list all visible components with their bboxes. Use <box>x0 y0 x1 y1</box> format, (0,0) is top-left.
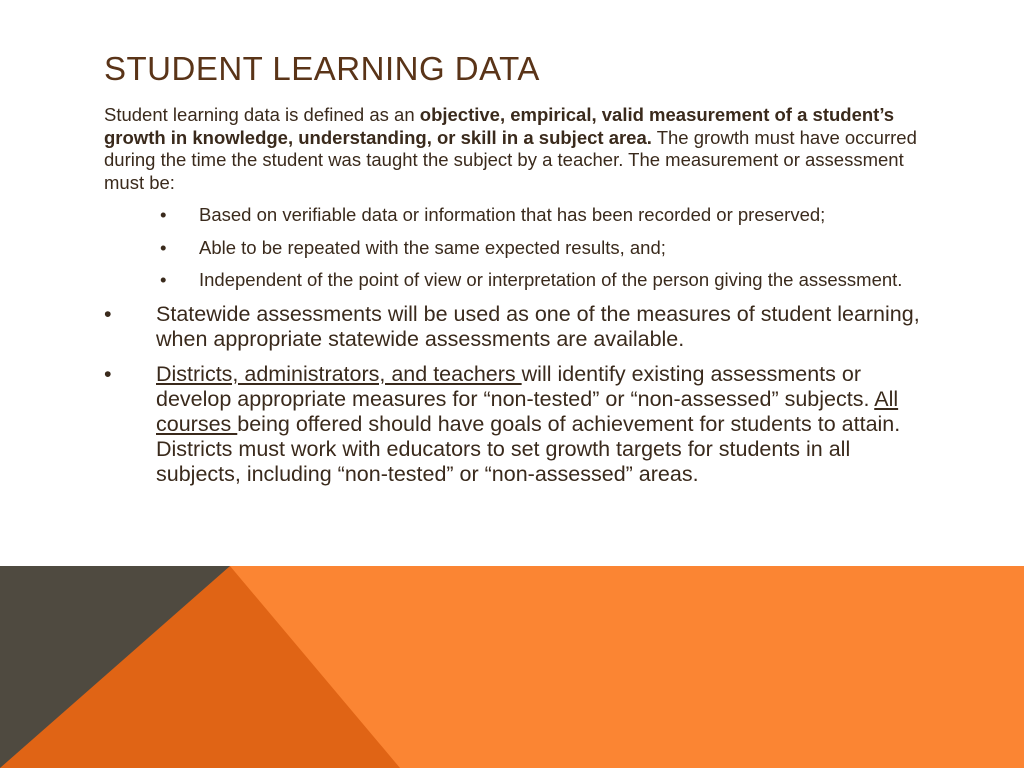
sub-bullet-text: Able to be repeated with the same expected results, and; <box>199 236 666 258</box>
bullet-icon: • <box>104 361 112 386</box>
sub-bullet-item <box>104 269 934 292</box>
intro-bold-definition: objective, empirical, valid measurement of a student’s growth in knowledge, understanding, or skill in a subject area. <box>104 104 895 148</box>
intro-text-2: The growth must have occurred during the time the student was taught the subject by a teacher. The measurement or assessment must be: <box>104 126 917 193</box>
sub-bullet-item <box>104 204 934 227</box>
bullet-icon: • <box>160 236 167 258</box>
sub-bullet-item <box>104 237 934 260</box>
main-bullet-text: Statewide assessments will be used as one of the measures of student learning, when appropriate statewide assessments are available. <box>156 301 920 351</box>
sub-bullet-list <box>104 204 934 292</box>
main-bullet-list <box>104 302 934 487</box>
slide-title: STUDENT LEARNING DATA <box>104 50 540 87</box>
sub-bullet-text: Based on verifiable data or information that has been recorded or preserved; <box>199 204 826 225</box>
main-bullet-text: being offered should have goals of achievement for students to attain. Districts must work with educators to set growth targets for students in all subjects, including “non-tested” or “non-assessed” areas. <box>156 411 901 486</box>
intro-paragraph <box>104 104 934 194</box>
slide-content <box>104 104 934 497</box>
bullet-icon: • <box>104 301 112 326</box>
main-bullet-item-districts <box>104 362 934 487</box>
underlined-courses-text: All courses <box>156 386 899 436</box>
intro-text-1: Student learning data is defined as an <box>104 104 420 125</box>
bullet-icon: • <box>160 269 167 290</box>
underlined-districts-text: Districts, administrators, and teachers <box>156 361 522 386</box>
decorative-footer-shapes <box>0 566 1024 768</box>
sub-bullet-text: Independent of the point of view or interpretation of the person giving the assessment. <box>199 269 903 290</box>
main-bullet-text: will identify existing assessments or develop appropriate measures for “non-tested” or “non-assessed” subjects. <box>156 361 875 411</box>
bullet-icon: • <box>160 204 167 225</box>
main-bullet-item-statewide <box>104 302 934 352</box>
